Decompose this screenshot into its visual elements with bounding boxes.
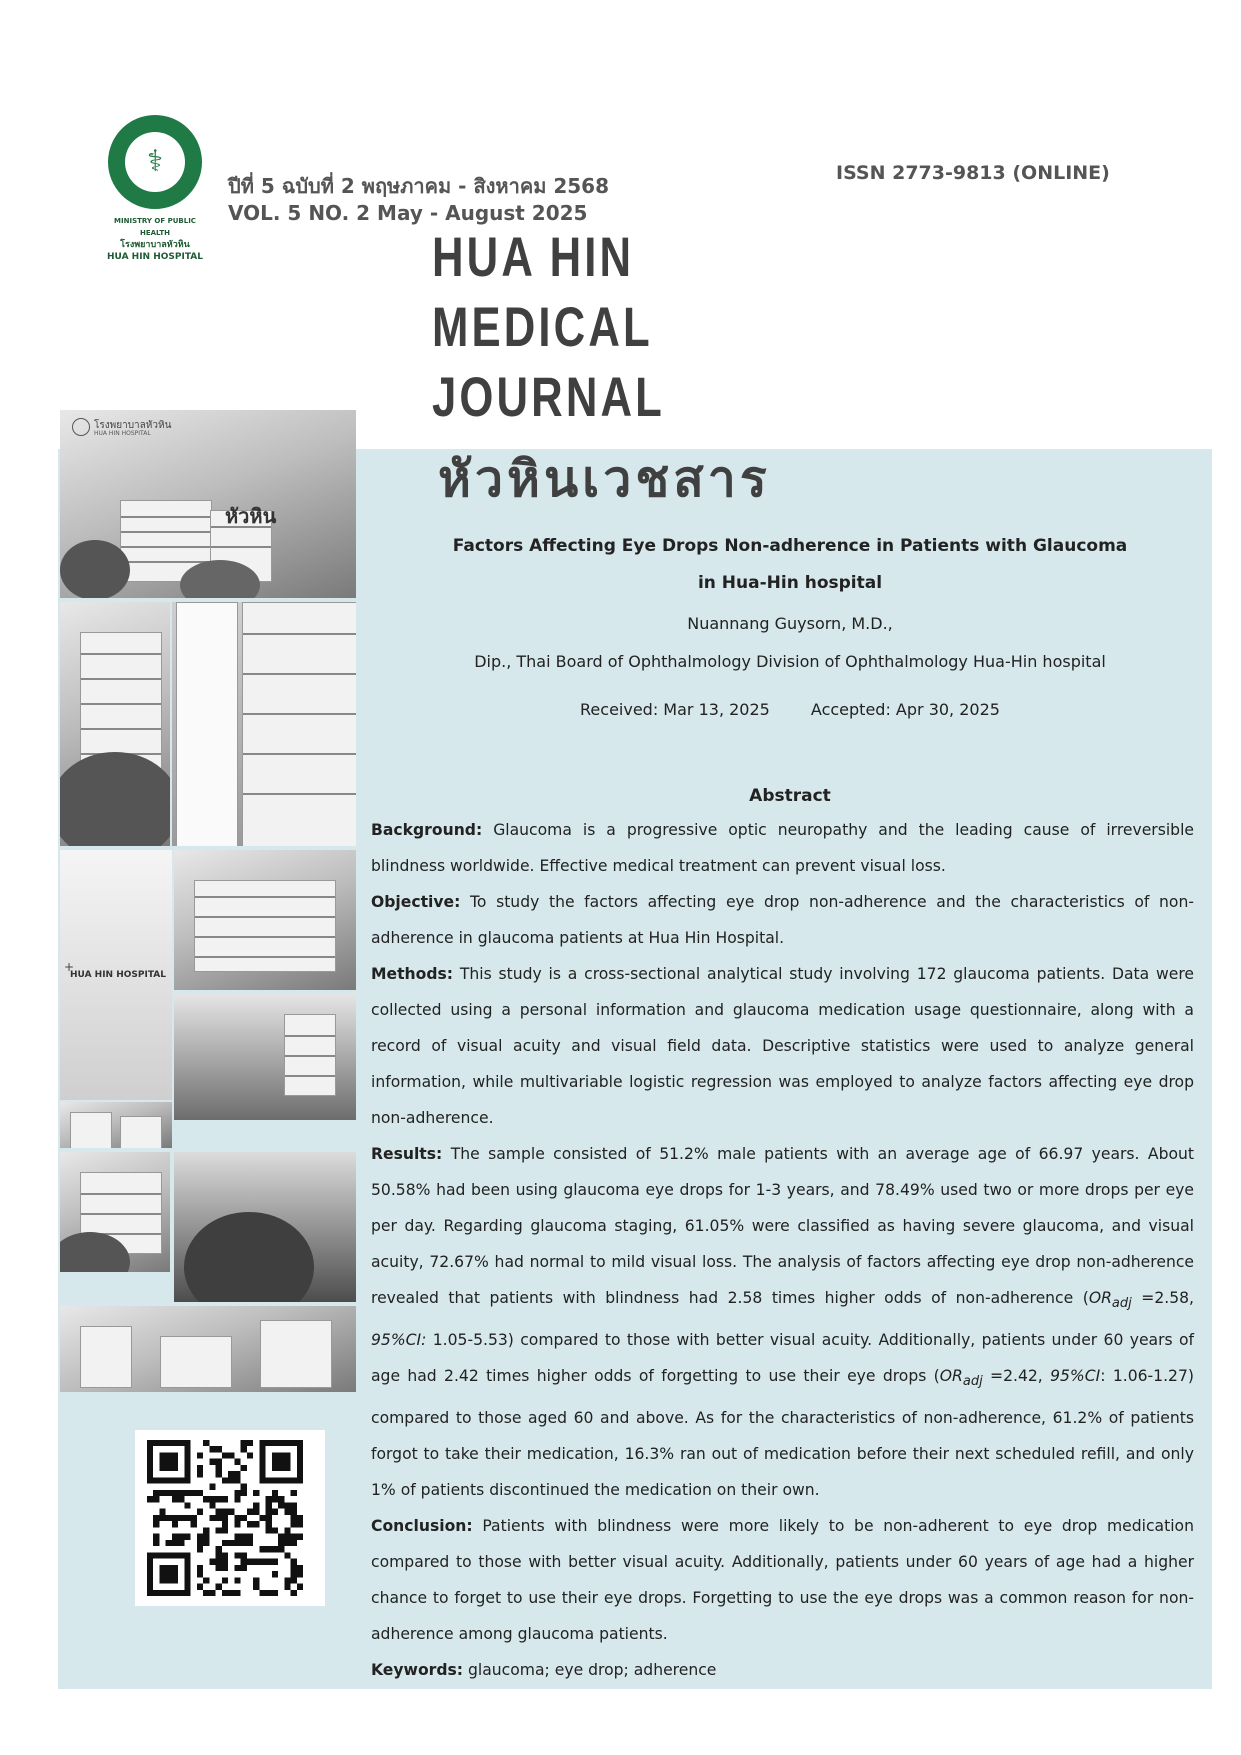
article-dates (370, 700, 1210, 719)
objective-label: Objective: (371, 893, 461, 911)
hospital-seal-icon (72, 418, 90, 436)
journal-title-line-2: MEDICAL (432, 295, 653, 358)
journal-title-line-1: HUA HIN (432, 225, 635, 288)
issue-thai: ปีที่ 5 ฉบับที่ 2 พฤษภาคม - สิงหาคม 2568 (228, 174, 610, 198)
conclusion-label: Conclusion: (371, 1517, 473, 1536)
cross-icon: + (64, 960, 75, 974)
abstract-conclusion (371, 1508, 1194, 1652)
article-title-line-1: Factors Affecting Eye Drops Non-adherence in Patients with Glaucoma (452, 536, 1128, 556)
article-title (370, 528, 1210, 602)
results-text-3: 1.05-5.53) compared to those with better visual acuity. Additionally, patients under 60 years of age had 2.42 times higher odds of forgetting to use their eye drops ( (371, 1331, 1194, 1386)
methods-text: This study is a cross-sectional analytical study involving 172 glaucoma patients. Data were collected using a personal information and glaucoma medication usage questionnaire, along with a record of visual acuity and visual field data. Descriptive statistics were used to analyze general information, while multivariable logistic regression was employed to analyze factors affecting eye drop non-adherence. (371, 965, 1194, 1127)
journal-title-thai: หัวหินเวชสาร (438, 450, 771, 508)
results-text-2: =2.58, (1131, 1289, 1195, 1307)
ministry-logo (100, 115, 210, 262)
or-subscript-2: adj (962, 1374, 983, 1390)
abstract-objective (371, 884, 1194, 956)
qr-code-pattern (147, 1440, 303, 1596)
abstract-background (371, 812, 1194, 884)
photo-hospital-name-en: HUA HIN HOSPITAL (94, 430, 151, 437)
issn: ISSN 2773-9813 (ONLINE) (836, 162, 1110, 184)
photo-hospital-round-building (174, 850, 356, 990)
photo-city-aerial (174, 994, 356, 1120)
abstract-body (371, 812, 1194, 1688)
received-date: Received: Mar 13, 2025 (580, 700, 770, 719)
photo-hospital-name-thai: โรงพยาบาลหัวหิน (94, 420, 172, 431)
logo-caption-ministry: MINISTRY OF PUBLIC HEALTH (114, 217, 196, 237)
keywords-label: Keywords: (371, 1661, 464, 1680)
results-label: Results: (371, 1145, 443, 1163)
caduceus-icon: ⚕ (146, 144, 164, 179)
issue-english: VOL. 5 NO. 2 May - August 2025 (228, 201, 588, 225)
conclusion-text: Patients with blindness were more likely to be non-adherent to eye drop medication compared to those with better visual acuity. Additionally, patients under 60 years of age had a higher chance to forget to use their eye drops. Forgetting to use the eye drops was a common reason for non-adherence among glaucoma patients. (371, 1517, 1194, 1644)
photo-buildings-wide (60, 1102, 172, 1148)
accepted-date: Accepted: Apr 30, 2025 (810, 700, 1000, 719)
ci-label: 95%CI: (371, 1331, 427, 1350)
results-text-1: The sample consisted of 51.2% male patients with an average age of 66.97 years. About 50.58% had been using glaucoma eye drops for 1-3 years, and 78.49% used two or more drops per eye per day. Regarding glaucoma staging, 61.05% were classified as having severe glaucoma, and visual acuity, 72.67% had normal to mild visual loss. The analysis of factors affecting eye drop non-adherence revealed that patients with blindness had 2.58 times higher odds of non-adherence ( (371, 1145, 1194, 1307)
or-label-2: OR (939, 1367, 963, 1386)
background-label: Background: (371, 821, 483, 839)
photo-trees-powerlines (174, 1152, 356, 1302)
methods-label: Methods: (371, 965, 454, 983)
logo-seal-inner (125, 132, 185, 192)
abstract-results (371, 1136, 1194, 1508)
logo-seal (108, 115, 202, 209)
photo-hospital-sign-wall (60, 850, 172, 1100)
article-author: Nuannang Guysorn, M.D., (687, 614, 893, 633)
article-title-line-2: in Hua-Hin hospital (697, 573, 883, 593)
logo-caption (100, 215, 210, 263)
abstract-methods (371, 956, 1194, 1136)
logo-caption-thai: โรงพยาบาลหัวหิน (120, 240, 190, 250)
results-text-4: =2.42, (982, 1367, 1051, 1386)
article-affiliation: Dip., Thai Board of Ophthalmology Division of Ophthalmology Hua-Hin hospital (474, 652, 1106, 671)
results-text-5: : 1.06-1.27) compared to those aged 60 and above. As for the characteristics of non-adherence, 61.2% of patients forgot to take their medication, 16.3% ran out of medication before their next scheduled refill, and only 1% of patients discontinued the medication on their own. (371, 1367, 1194, 1500)
hospital-photo-collage (58, 410, 356, 1392)
objective-text: To study the factors affecting eye drop non-adherence and the characteristics of non-adherence in glaucoma patients at Hua Hin Hospital. (371, 893, 1194, 947)
ci-label-2: 95%CI (1050, 1367, 1101, 1386)
photo-hospital-front (60, 410, 356, 598)
photo-hospital-tower (172, 602, 356, 846)
photo-hospital-side (60, 602, 170, 846)
logo-caption-english: HUA HIN HOSPITAL (107, 252, 203, 262)
photo-hospital-wing (60, 1152, 170, 1272)
photo-wall-sign-text: HUA HIN HOSPITAL (70, 970, 166, 980)
abstract-keywords (371, 1652, 1194, 1688)
photo-sign-text: หัวหิน (225, 504, 277, 528)
journal-title (432, 222, 665, 432)
qr-code[interactable] (135, 1430, 325, 1606)
or-label: OR (1088, 1289, 1112, 1307)
photo-hospital-panorama (60, 1306, 356, 1392)
keywords-text: glaucoma; eye drop; adherence (468, 1661, 717, 1680)
abstract-heading: Abstract (749, 786, 831, 806)
journal-title-line-3: JOURNAL (432, 365, 665, 428)
or-subscript: adj (1111, 1296, 1132, 1312)
background-text: Glaucoma is a progressive optic neuropathy and the leading cause of irreversible blindness worldwide. Effective medical treatment can prevent visual loss. (371, 821, 1194, 875)
